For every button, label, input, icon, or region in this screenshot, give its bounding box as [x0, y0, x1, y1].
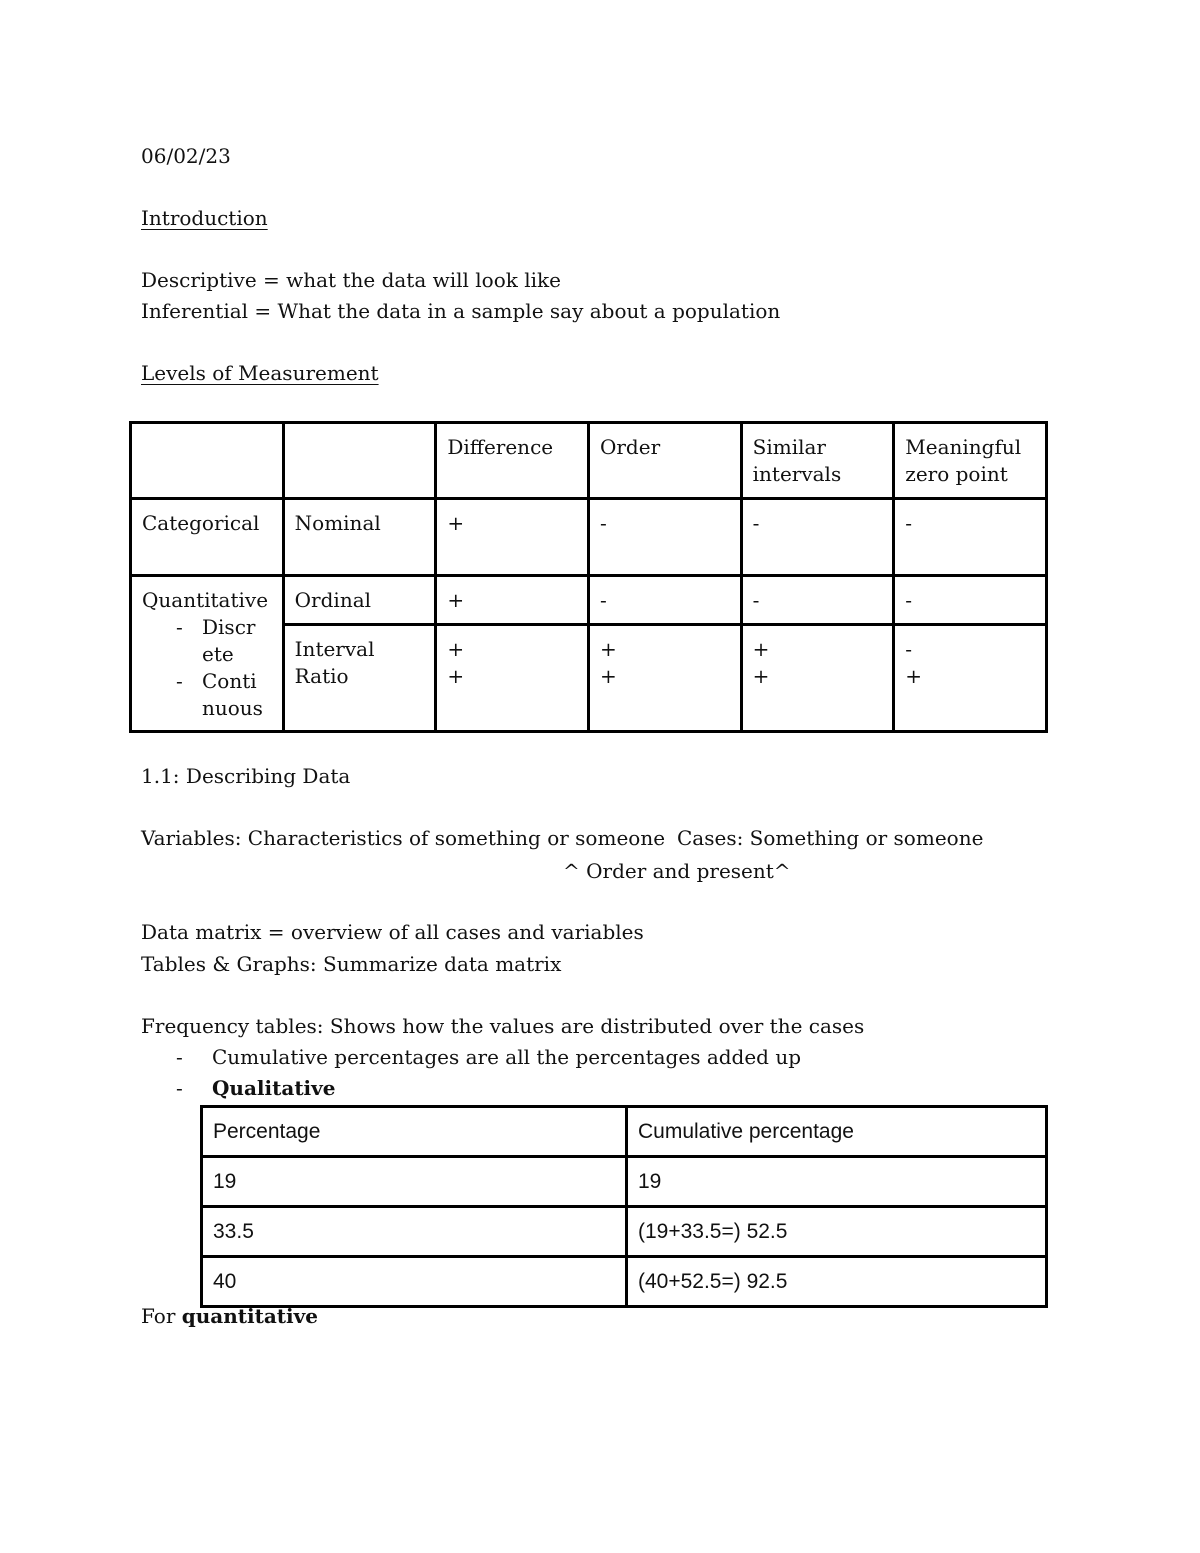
cases-definition: Cases: Something or someone: [677, 826, 984, 850]
header-similar-intervals: Similar intervals: [741, 423, 894, 499]
nominal-label: Nominal: [283, 499, 436, 576]
interval-order: +: [599, 637, 617, 661]
data-matrix-definition: Data matrix = overview of all cases and variables: [141, 920, 644, 944]
table-row-ordinal: [131, 576, 1047, 625]
interval-ratio-difference: [436, 625, 589, 732]
order-present-note: ^ Order and present^: [563, 859, 791, 883]
inferential-definition: Inferential = What the data in a sample say about a population: [141, 299, 781, 323]
header-difference: Difference: [436, 423, 589, 499]
quantitative-sublist: [142, 614, 272, 722]
header-percentage: Percentage: [202, 1107, 627, 1157]
quantitative-cell: [131, 576, 284, 732]
categorical-label: Categorical: [131, 499, 284, 576]
ordinal-zero: -: [894, 576, 1047, 625]
continuous-label: Continuous: [202, 669, 263, 720]
tables-graphs-definition: Tables & Graphs: Summarize data matrix: [141, 952, 562, 976]
table-row: [202, 1207, 1047, 1257]
nominal-similar: -: [741, 499, 894, 576]
interval-ratio-similar: [741, 625, 894, 732]
frequency-tables-definition: Frequency tables: Shows how the values are distributed over the cases: [141, 1014, 865, 1038]
interval-ratio-labels: [283, 625, 436, 732]
table-row-nominal: [131, 499, 1047, 576]
levels-of-measurement-table: [129, 421, 1048, 733]
header-meaningful-zero: Meaningful zero point: [894, 423, 1047, 499]
quantitative-label: Quantitative: [142, 588, 269, 612]
list-dash: -: [176, 1045, 183, 1069]
qualitative-label: Qualitative: [212, 1076, 336, 1100]
interval-similar: +: [752, 637, 770, 661]
list-item: [176, 1074, 336, 1102]
levels-heading: Levels of Measurement: [141, 361, 379, 385]
ordinal-label: Ordinal: [283, 576, 436, 625]
cumulative-cell: (40+52.5=) 92.5: [627, 1257, 1047, 1307]
cumulative-percentages-note: Cumulative percentages are all the percentages added up: [212, 1045, 802, 1069]
ratio-label: Ratio: [294, 664, 349, 688]
ratio-order: +: [599, 664, 617, 688]
interval-ratio-zero: [894, 625, 1047, 732]
list-dash: -: [176, 1076, 183, 1100]
cumulative-cell: 19: [627, 1157, 1047, 1207]
discrete-label: Discrete: [202, 615, 256, 666]
ordinal-similar: -: [741, 576, 894, 625]
interval-zero: -: [905, 637, 913, 661]
quantitative-bold: quantitative: [181, 1304, 318, 1328]
percentage-cell: 33.5: [202, 1207, 627, 1257]
for-quantitative-line: [141, 1302, 318, 1330]
nominal-difference: +: [436, 499, 589, 576]
header-cumulative-percentage: Cumulative percentage: [627, 1107, 1047, 1157]
percentage-cell: 40: [202, 1257, 627, 1307]
interval-difference: +: [447, 637, 465, 661]
list-item: [132, 614, 272, 668]
list-dash: -: [176, 615, 183, 639]
describing-data-heading: 1.1: Describing Data: [141, 764, 351, 788]
list-dash: -: [176, 669, 183, 693]
ratio-zero: +: [905, 664, 923, 688]
ordinal-order: -: [588, 576, 741, 625]
ratio-difference: +: [447, 664, 465, 688]
table-header-row: [131, 423, 1047, 499]
introduction-heading: Introduction: [141, 206, 268, 230]
header-order: Order: [588, 423, 741, 499]
ordinal-difference: +: [436, 576, 589, 625]
nominal-order: -: [588, 499, 741, 576]
for-prefix: For: [141, 1304, 176, 1328]
frequency-table: [200, 1105, 1048, 1308]
interval-ratio-order: [588, 625, 741, 732]
list-item: [132, 668, 272, 722]
table-header-row: [202, 1107, 1047, 1157]
cumulative-cell: (19+33.5=) 52.5: [627, 1207, 1047, 1257]
nominal-zero: -: [894, 499, 1047, 576]
list-item: [176, 1043, 802, 1071]
table-row: [202, 1257, 1047, 1307]
table-row: [202, 1157, 1047, 1207]
ratio-similar: +: [752, 664, 770, 688]
variables-definition: Variables: Characteristics of something or someone: [141, 826, 666, 850]
percentage-cell: 19: [202, 1157, 627, 1207]
interval-label: Interval: [294, 637, 375, 661]
header-cell-empty: [131, 423, 284, 499]
date: 06/02/23: [141, 144, 231, 168]
header-cell-empty: [283, 423, 436, 499]
descriptive-definition: Descriptive = what the data will look like: [141, 268, 561, 292]
